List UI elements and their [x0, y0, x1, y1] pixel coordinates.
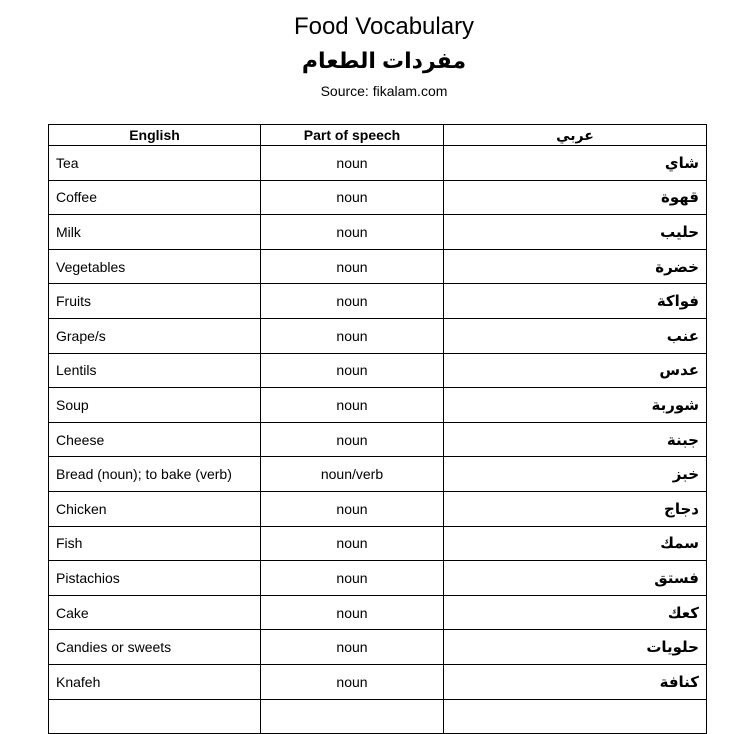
arabic-cell: فستق [444, 561, 707, 596]
vocabulary-table [48, 124, 707, 734]
table-row [49, 146, 707, 181]
table-row [49, 422, 707, 457]
pos-cell: noun [261, 422, 444, 457]
pos-cell: noun/verb [261, 457, 444, 492]
table-row [49, 318, 707, 353]
english-cell: Cake [49, 595, 261, 630]
arabic-cell [444, 699, 707, 734]
english-cell: Candies or sweets [49, 630, 261, 665]
arabic-cell: شاي [444, 146, 707, 181]
table-row [49, 595, 707, 630]
table-row [49, 630, 707, 665]
arabic-cell: سمك [444, 526, 707, 561]
header-arabic: عربي [444, 125, 707, 146]
arabic-cell: خبز [444, 457, 707, 492]
pos-cell: noun [261, 284, 444, 319]
arabic-cell: فواكة [444, 284, 707, 319]
pos-cell: noun [261, 630, 444, 665]
english-cell: Fruits [49, 284, 261, 319]
header-english: English [49, 125, 261, 146]
arabic-cell: حليب [444, 215, 707, 250]
pos-cell: noun [261, 353, 444, 388]
arabic-cell: قهوة [444, 180, 707, 215]
pos-cell: noun [261, 146, 444, 181]
english-cell: Chicken [49, 491, 261, 526]
table-row [49, 249, 707, 284]
table-row [49, 180, 707, 215]
pos-cell: noun [261, 595, 444, 630]
pos-cell: noun [261, 215, 444, 250]
pos-cell: noun [261, 491, 444, 526]
arabic-cell: شوربة [444, 388, 707, 423]
table-row [49, 491, 707, 526]
arabic-cell: كنافة [444, 664, 707, 699]
page-title: Food Vocabulary [293, 13, 475, 40]
pos-cell: noun [261, 561, 444, 596]
source-line: Source: fikalam.com [320, 83, 448, 99]
pos-cell [261, 699, 444, 734]
arabic-cell: دجاج [444, 491, 707, 526]
english-cell: Fish [49, 526, 261, 561]
english-cell: Lentils [49, 353, 261, 388]
english-cell: Tea [49, 146, 261, 181]
english-cell: Soup [49, 388, 261, 423]
arabic-cell: عنب [444, 318, 707, 353]
table-row [49, 388, 707, 423]
table-row [49, 457, 707, 492]
english-cell [49, 699, 261, 734]
arabic-cell: كعك [444, 595, 707, 630]
english-cell: Cheese [49, 422, 261, 457]
pos-cell: noun [261, 664, 444, 699]
arabic-cell: حلويات [444, 630, 707, 665]
arabic-cell: عدس [444, 353, 707, 388]
table-row [49, 215, 707, 250]
english-cell: Pistachios [49, 561, 261, 596]
arabic-cell: جبنة [444, 422, 707, 457]
table-row [49, 664, 707, 699]
header-part-of-speech: Part of speech [261, 125, 444, 146]
page-title-arabic: مفردات الطعام [301, 48, 467, 73]
pos-cell: noun [261, 318, 444, 353]
table-row [49, 284, 707, 319]
pos-cell: noun [261, 526, 444, 561]
english-cell: Coffee [49, 180, 261, 215]
pos-cell: noun [261, 249, 444, 284]
english-cell: Knafeh [49, 664, 261, 699]
english-cell: Milk [49, 215, 261, 250]
table-row [49, 353, 707, 388]
english-cell: Vegetables [49, 249, 261, 284]
english-cell: Grape/s [49, 318, 261, 353]
pos-cell: noun [261, 388, 444, 423]
pos-cell: noun [261, 180, 444, 215]
table-row [49, 526, 707, 561]
table-row-partial [49, 699, 707, 734]
table-header-row [49, 125, 707, 146]
arabic-cell: خضرة [444, 249, 707, 284]
english-cell: Bread (noun); to bake (verb) [49, 457, 261, 492]
table-row [49, 561, 707, 596]
